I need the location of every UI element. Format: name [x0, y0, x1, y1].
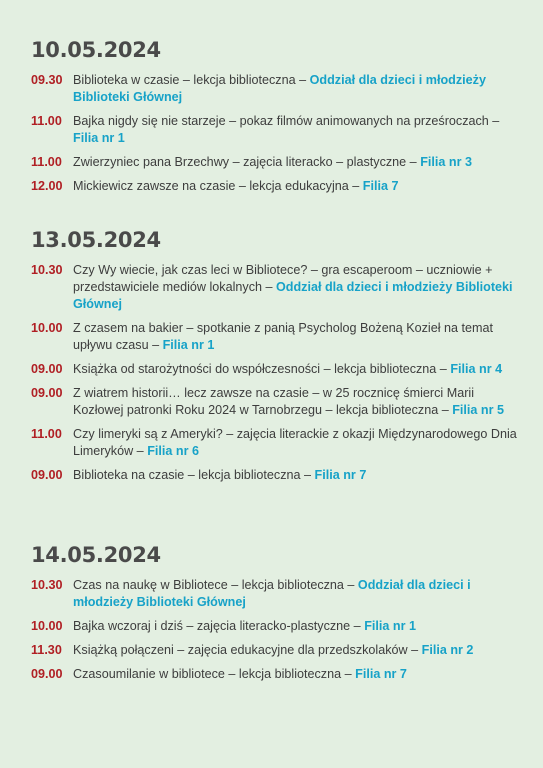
event-item	[31, 320, 521, 354]
event-time: 12.00	[31, 179, 63, 193]
event-item	[31, 618, 521, 635]
event-time: 09.00	[31, 667, 63, 681]
day-date: 13.05.2024	[31, 228, 161, 252]
event-item	[31, 577, 521, 611]
event-description: Mickiewicz zawsze na czasie – lekcja edukacyjna –	[73, 179, 363, 193]
event-location: Filia nr 1	[364, 619, 416, 633]
event-item	[31, 361, 521, 378]
event-location: Oddział dla dzieci i młodzieży Biblioteki Głównej	[73, 280, 513, 311]
event-item	[31, 154, 521, 171]
event-item	[31, 113, 521, 147]
event-location: Oddział dla dzieci i młodzieży Biblioteki Głównej	[73, 73, 486, 104]
event-time: 10.30	[31, 578, 63, 592]
event-time: 09.00	[31, 362, 63, 376]
event-location: Filia nr 1	[73, 131, 125, 145]
event-location: Filia nr 1	[162, 338, 215, 352]
event-description: Bajka wczoraj i dziś – zajęcia literacko-plastyczne –	[73, 619, 365, 633]
event-description: Z czasem na bakier – spotkanie z panią Psycholog Bożeną Kozieł na temat upływu czasu –	[73, 321, 494, 352]
event-item	[31, 385, 521, 419]
event-description: Biblioteka w czasie – lekcja biblioteczna –	[73, 73, 310, 87]
event-description: Czasoumilanie w bibliotece – lekcja biblioteczna –	[73, 667, 356, 681]
event-description: Biblioteka na czasie – lekcja biblioteczna –	[73, 468, 315, 482]
day-section	[31, 228, 521, 491]
event-description: Bajka nigdy się nie starzeje – pokaz filmów animowanych na prześroczach –	[73, 114, 500, 128]
day-date: 10.05.2024	[31, 38, 161, 62]
event-time: 09.00	[31, 386, 63, 400]
event-location: Filia nr 2	[421, 643, 474, 657]
event-item	[31, 426, 521, 460]
event-location: Filia nr 4	[450, 362, 503, 376]
event-description: Książką połączeni – zajęcia edukacyjne dla przedszkolaków –	[73, 643, 422, 657]
event-location: Filia nr 6	[147, 444, 199, 458]
day-section	[31, 38, 521, 202]
day-section	[31, 543, 521, 690]
event-location: Oddział dla dzieci i młodzieży Biblioteki Głównej	[73, 578, 471, 609]
event-location: Filia nr 7	[355, 667, 407, 681]
event-item	[31, 262, 521, 313]
event-location: Filia nr 7	[314, 468, 367, 482]
event-description: Czas na naukę w Bibliotece – lekcja biblioteczna –	[73, 578, 358, 592]
event-time: 11.30	[31, 643, 62, 657]
event-time: 11.00	[31, 114, 62, 128]
event-description: Czy limeryki są z Ameryki? – zajęcia literackie z okazji Międzynarodowego Dnia Limeryków –	[73, 427, 517, 458]
event-description: Książka od starożytności do współczesności – lekcja biblioteczna –	[73, 362, 451, 376]
day-date: 14.05.2024	[31, 543, 161, 567]
event-item	[31, 178, 521, 195]
event-location: Filia 7	[362, 179, 399, 193]
event-time: 10.00	[31, 321, 63, 335]
event-time: 11.00	[31, 427, 62, 441]
event-location: Filia nr 5	[452, 403, 504, 417]
event-time: 11.00	[31, 155, 62, 169]
event-time: 10.30	[31, 263, 63, 277]
event-item	[31, 642, 521, 659]
event-item	[31, 666, 521, 683]
event-time: 09.30	[31, 73, 63, 87]
event-time: 10.00	[31, 619, 63, 633]
event-time: 09.00	[31, 468, 63, 482]
event-description: Zwierzyniec pana Brzechwy – zajęcia literacko – plastyczne –	[73, 155, 421, 169]
event-description: Z wiatrem historii… lecz zawsze na czasie – w 25 rocznicę śmierci Marii Kozłowej patronki Roku 2024 w Tarnobrzegu – lekcja biblioteczna –	[73, 386, 475, 417]
event-item	[31, 72, 521, 106]
event-item	[31, 467, 521, 484]
event-location: Filia nr 3	[420, 155, 472, 169]
event-description: Czy Wy wiecie, jak czas leci w Bibliotece? – gra escaperoom – uczniowie + przedstawiciele mediów lokalnych –	[73, 263, 493, 294]
